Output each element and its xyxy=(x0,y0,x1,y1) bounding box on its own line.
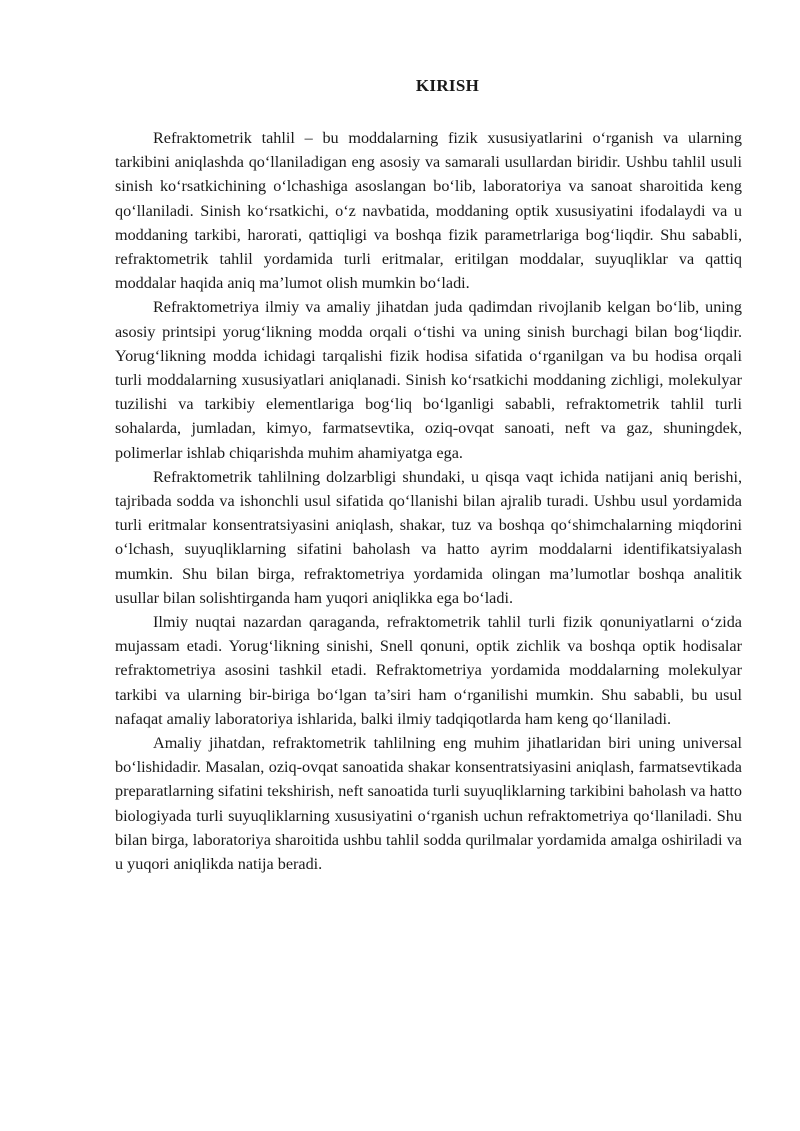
document-page xyxy=(115,74,742,876)
paragraph-3: Refraktometrik tahlilning dolzarbligi shundaki, u qisqa vaqt ichida natijani aniq berishi, tajribada sodda va ishonchli usul sifatida qo‘llanishi bilan ajralib turadi. Ushbu usul yordamida turli eritmalar konsentratsiyasini aniqlash, shakar, tuz va boshqa qo‘shimchalarning miqdorini o‘lchash, suyuqliklarning sifatini baholash va hatto ayrim moddalarni identifikatsiyalash mumkin. Shu bilan birga, refraktometriya yordamida olingan ma’lumotlar boshqa analitik usullar bilan solishtirganda ham yuqori aniqlikka ega bo‘ladi. xyxy=(115,467,742,607)
paragraph-5: Amaliy jihatdan, refraktometrik tahlilning eng muhim jihatlaridan biri uning universal bo‘lishidadir. Masalan, oziq-ovqat sanoatida shakar konsentratsiyasini aniqlash, farmatsevtikada preparatlarning sifatini tekshirish, neft sanoatida turli suyuqliklarning tarkibini baholash va hatto biologiyada turli suyuqliklarning xususiyatini o‘rganish uchun refraktometriya qo‘llaniladi. Shu bilan birga, laboratoriya sharoitida ushbu tahlil sodda qurilmalar yordamida amalga oshiriladi va u yuqori aniqlikda natija beradi. xyxy=(115,734,742,874)
paragraph-2: Refraktometriya ilmiy va amaliy jihatdan juda qadimdan rivojlanib kelgan bo‘lib, uning asosiy printsipi yorug‘likning modda orqali o‘tishi va uning sinish burchagi bilan bog‘liqdir. Yorug‘likning modda ichidagi tarqalishi fizik hodisa sifatida o‘rganilgan va bu hodisa orqali turli moddalarning xususiyatlari aniqlanadi. Sinish ko‘rsatkichi moddaning zichligi, molekulyar tuzilishi va tarkibiy elementlariga bog‘liq bo‘lganligi sababli, refraktometrik tahlil turli sohalarda, jumladan, kimyo, farmatsevtika, oziq-ovqat sanoati, neft va gaz, shuningdek, polimerlar ishlab chiqarishda muhim ahamiyatga ega. xyxy=(115,298,742,462)
paragraph-4: Ilmiy nuqtai nazardan qaraganda, refraktometrik tahlil turli fizik qonuniyatlarni o‘zida mujassam etadi. Yorug‘likning sinishi, Snell qonuni, optik zichlik va boshqa optik hodisalar refraktometriya asosini tashkil etadi. Refraktometriya yordamida moddalarning molekulyar tarkibi va ularning bir-biriga bo‘lgan ta’siri ham o‘rganilishi mumkin. Shu sababli, bu usul nafaqat amaliy laboratoriya ishlarida, balki ilmiy tadqiqotlarda ham keng qo‘llaniladi. xyxy=(115,613,742,728)
page-title: KIRISH xyxy=(415,76,480,95)
paragraph-1: Refraktometrik tahlil – bu moddalarning fizik xususiyatlarini o‘rganish va ularning tarkibini aniqlashda qo‘llaniladigan eng asosiy va samarali usullardan biridir. Ushbu tahlil usuli sinish ko‘rsatkichining o‘lchashiga asoslangan bo‘lib, laboratoriya va sanoat sharoitida keng qo‘llaniladi. Sinish ko‘rsatkichi, o‘z navbatida, moddaning optik xususiyatini ifodalaydi va u moddaning tarkibi, harorati, qattiqligi va boshqa fizik parametrlariga bog‘liqdir. Shu sababli, refraktometrik tahlil yordamida turli eritmalar, eritilgan moddalar, suyuqliklar va qattiq moddalar haqida aniq ma’lumot olish mumkin bo‘ladi. xyxy=(115,129,742,293)
